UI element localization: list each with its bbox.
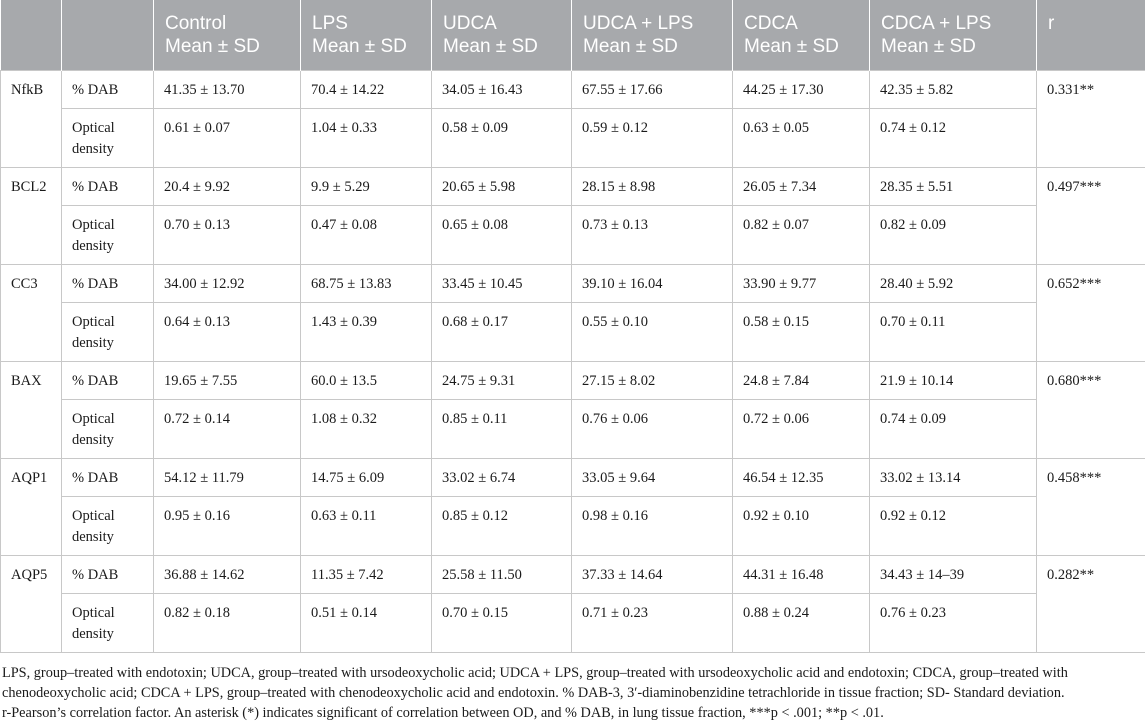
value-cell-udca: 34.05 ± 16.43 xyxy=(432,70,572,108)
value-cell-lps: 11.35 ± 7.42 xyxy=(301,555,432,593)
correlation-cell: 0.652*** xyxy=(1037,264,1145,361)
value-cell-cdca-lps: 33.02 ± 13.14 xyxy=(870,458,1037,496)
header-title: UDCA + LPS xyxy=(583,13,694,34)
value-cell-udca-lps: 67.55 ± 17.66 xyxy=(572,70,733,108)
metric-cell: % DAB xyxy=(62,264,154,302)
value-cell-lps: 0.47 ± 0.08 xyxy=(301,205,432,264)
table-row xyxy=(1,555,1145,593)
value-cell-lps: 60.0 ± 13.5 xyxy=(301,361,432,399)
table-row xyxy=(1,496,1145,555)
table-row xyxy=(1,399,1145,458)
metric-cell: % DAB xyxy=(62,361,154,399)
header-cell-lps xyxy=(301,0,432,70)
value-cell-control: 36.88 ± 14.62 xyxy=(154,555,301,593)
metric-cell: Optical density xyxy=(62,108,154,167)
table-footnote xyxy=(0,663,1142,723)
value-cell-udca: 0.58 ± 0.09 xyxy=(432,108,572,167)
table-row xyxy=(1,458,1145,496)
table-row xyxy=(1,302,1145,361)
value-cell-control: 0.70 ± 0.13 xyxy=(154,205,301,264)
value-cell-cdca: 0.72 ± 0.06 xyxy=(733,399,870,458)
header-cell-r xyxy=(1037,0,1145,70)
header-cell-control xyxy=(154,0,301,70)
value-cell-lps: 1.08 ± 0.32 xyxy=(301,399,432,458)
value-cell-cdca-lps: 34.43 ± 14–39 xyxy=(870,555,1037,593)
value-cell-udca-lps: 39.10 ± 16.04 xyxy=(572,264,733,302)
value-cell-udca: 0.65 ± 0.08 xyxy=(432,205,572,264)
metric-cell: % DAB xyxy=(62,70,154,108)
value-cell-control: 0.64 ± 0.13 xyxy=(154,302,301,361)
value-cell-cdca-lps: 28.35 ± 5.51 xyxy=(870,167,1037,205)
value-cell-cdca: 26.05 ± 7.34 xyxy=(733,167,870,205)
table-row xyxy=(1,70,1145,108)
value-cell-udca: 24.75 ± 9.31 xyxy=(432,361,572,399)
value-cell-control: 54.12 ± 11.79 xyxy=(154,458,301,496)
value-cell-cdca: 46.54 ± 12.35 xyxy=(733,458,870,496)
metric-cell: Optical density xyxy=(62,496,154,555)
footnote-correlation: r-Pearson’s correlation factor. An asterisk (*) indicates significant of correlation between OD, and % DAB, in lung tissue fraction, ***p < .001; **p < .01. xyxy=(2,705,884,721)
value-cell-cdca-lps: 0.82 ± 0.09 xyxy=(870,205,1037,264)
metric-cell: Optical density xyxy=(62,302,154,361)
value-cell-udca: 0.70 ± 0.15 xyxy=(432,593,572,652)
value-cell-control: 20.4 ± 9.92 xyxy=(154,167,301,205)
table-row xyxy=(1,167,1145,205)
header-subtitle: Mean ± SD xyxy=(583,36,678,57)
marker-cell: BAX xyxy=(1,361,62,458)
metric-cell: Optical density xyxy=(62,593,154,652)
metric-cell: Optical density xyxy=(62,205,154,264)
value-cell-cdca-lps: 42.35 ± 5.82 xyxy=(870,70,1037,108)
correlation-cell: 0.497*** xyxy=(1037,167,1145,264)
value-cell-lps: 70.4 ± 14.22 xyxy=(301,70,432,108)
value-cell-udca: 0.85 ± 0.12 xyxy=(432,496,572,555)
footnote-abbreviations: LPS, group–treated with endotoxin; UDCA, group–treated with ursodeoxycholic acid; UDCA + LPS, group–treated with ursodeoxycholic acid and endotoxin; CDCA, group–treated with chenodeoxycholic acid; CDCA + LPS, group–treated with chenodeoxycholic acid and endotoxin. % DAB-3, 3′-diaminobenzidine tetrachloride in tissue fraction; SD- Standard deviation. xyxy=(2,665,1068,701)
header-title: CDCA xyxy=(744,13,798,34)
header-cell-udca-lps xyxy=(572,0,733,70)
metric-cell: % DAB xyxy=(62,458,154,496)
metric-cell: Optical density xyxy=(62,399,154,458)
value-cell-udca-lps: 0.76 ± 0.06 xyxy=(572,399,733,458)
value-cell-udca-lps: 27.15 ± 8.02 xyxy=(572,361,733,399)
header-title: Control xyxy=(165,13,227,34)
correlation-cell: 0.458*** xyxy=(1037,458,1145,555)
value-cell-cdca-lps: 28.40 ± 5.92 xyxy=(870,264,1037,302)
value-cell-cdca: 44.31 ± 16.48 xyxy=(733,555,870,593)
header-subtitle: Mean ± SD xyxy=(312,36,407,57)
value-cell-lps: 1.43 ± 0.39 xyxy=(301,302,432,361)
value-cell-lps: 1.04 ± 0.33 xyxy=(301,108,432,167)
marker-cell: BCL2 xyxy=(1,167,62,264)
value-cell-udca-lps: 37.33 ± 14.64 xyxy=(572,555,733,593)
value-cell-control: 0.82 ± 0.18 xyxy=(154,593,301,652)
marker-cell: CC3 xyxy=(1,264,62,361)
value-cell-control: 19.65 ± 7.55 xyxy=(154,361,301,399)
header-title: LPS xyxy=(312,13,348,34)
metric-cell: % DAB xyxy=(62,555,154,593)
header-cell-cdca xyxy=(733,0,870,70)
table-header xyxy=(1,0,1145,70)
value-cell-udca: 25.58 ± 11.50 xyxy=(432,555,572,593)
value-cell-cdca: 0.58 ± 0.15 xyxy=(733,302,870,361)
value-cell-udca-lps: 0.73 ± 0.13 xyxy=(572,205,733,264)
table-row xyxy=(1,593,1145,652)
value-cell-udca: 0.85 ± 0.11 xyxy=(432,399,572,458)
value-cell-lps: 68.75 ± 13.83 xyxy=(301,264,432,302)
header-cell-cdca-lps xyxy=(870,0,1037,70)
value-cell-cdca: 33.90 ± 9.77 xyxy=(733,264,870,302)
value-cell-cdca: 0.63 ± 0.05 xyxy=(733,108,870,167)
value-cell-udca-lps: 0.59 ± 0.12 xyxy=(572,108,733,167)
value-cell-lps: 9.9 ± 5.29 xyxy=(301,167,432,205)
header-cell-udca xyxy=(432,0,572,70)
metric-cell: % DAB xyxy=(62,167,154,205)
value-cell-cdca: 0.82 ± 0.07 xyxy=(733,205,870,264)
header-subtitle: Mean ± SD xyxy=(165,36,260,57)
value-cell-lps: 14.75 ± 6.09 xyxy=(301,458,432,496)
table-row xyxy=(1,108,1145,167)
value-cell-udca: 33.45 ± 10.45 xyxy=(432,264,572,302)
header-subtitle: Mean ± SD xyxy=(744,36,839,57)
header-subtitle: Mean ± SD xyxy=(881,36,976,57)
value-cell-lps: 0.51 ± 0.14 xyxy=(301,593,432,652)
value-cell-cdca: 24.8 ± 7.84 xyxy=(733,361,870,399)
table-row xyxy=(1,264,1145,302)
value-cell-cdca-lps: 0.76 ± 0.23 xyxy=(870,593,1037,652)
value-cell-udca-lps: 0.55 ± 0.10 xyxy=(572,302,733,361)
table-row xyxy=(1,205,1145,264)
header-title: CDCA + LPS xyxy=(881,13,992,34)
marker-cell: AQP1 xyxy=(1,458,62,555)
value-cell-udca-lps: 28.15 ± 8.98 xyxy=(572,167,733,205)
header-cell-marker xyxy=(1,0,62,70)
value-cell-udca: 0.68 ± 0.17 xyxy=(432,302,572,361)
value-cell-cdca: 0.92 ± 0.10 xyxy=(733,496,870,555)
value-cell-udca: 20.65 ± 5.98 xyxy=(432,167,572,205)
value-cell-cdca-lps: 0.92 ± 0.12 xyxy=(870,496,1037,555)
header-subtitle: Mean ± SD xyxy=(443,36,538,57)
correlation-cell: 0.680*** xyxy=(1037,361,1145,458)
marker-cell: NfkB xyxy=(1,70,62,167)
value-cell-udca-lps: 0.71 ± 0.23 xyxy=(572,593,733,652)
value-cell-control: 34.00 ± 12.92 xyxy=(154,264,301,302)
marker-cell: AQP5 xyxy=(1,555,62,652)
value-cell-control: 41.35 ± 13.70 xyxy=(154,70,301,108)
header-title: UDCA xyxy=(443,13,497,34)
header-cell-metric xyxy=(62,0,154,70)
value-cell-cdca-lps: 21.9 ± 10.14 xyxy=(870,361,1037,399)
value-cell-udca-lps: 33.05 ± 9.64 xyxy=(572,458,733,496)
value-cell-cdca-lps: 0.74 ± 0.09 xyxy=(870,399,1037,458)
table-body xyxy=(1,70,1145,652)
header-row xyxy=(1,0,1145,70)
value-cell-cdca: 0.88 ± 0.24 xyxy=(733,593,870,652)
header-title: r xyxy=(1048,13,1055,34)
value-cell-udca: 33.02 ± 6.74 xyxy=(432,458,572,496)
correlation-cell: 0.282** xyxy=(1037,555,1145,652)
value-cell-control: 0.72 ± 0.14 xyxy=(154,399,301,458)
value-cell-control: 0.95 ± 0.16 xyxy=(154,496,301,555)
table-row xyxy=(1,361,1145,399)
value-cell-lps: 0.63 ± 0.11 xyxy=(301,496,432,555)
value-cell-cdca-lps: 0.74 ± 0.12 xyxy=(870,108,1037,167)
value-cell-cdca-lps: 0.70 ± 0.11 xyxy=(870,302,1037,361)
value-cell-udca-lps: 0.98 ± 0.16 xyxy=(572,496,733,555)
correlation-cell: 0.331** xyxy=(1037,70,1145,167)
value-cell-cdca: 44.25 ± 17.30 xyxy=(733,70,870,108)
value-cell-control: 0.61 ± 0.07 xyxy=(154,108,301,167)
